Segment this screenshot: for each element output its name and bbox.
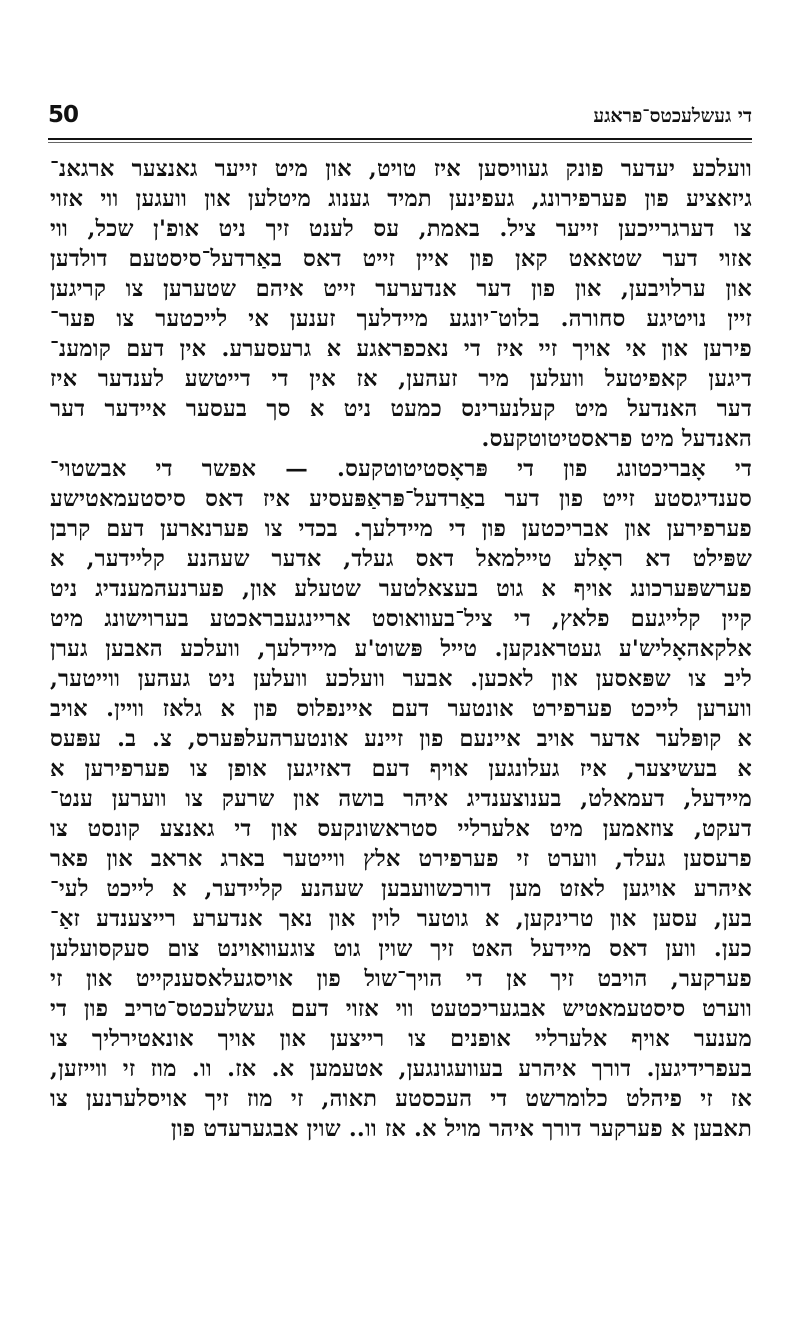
text-line: דעקט, צוזאמען מיט אלערליי סטראשונקעס און די גאנצע קונסט צו	[50, 816, 752, 842]
text-line: שפּילט דא ראָלע טיילמאל דאס געלד, אדער שעהנע קליידער, א	[50, 546, 752, 572]
running-head	[48, 100, 752, 134]
text-line: איהרע אויגען לאזט מען דורכשוועבען שעהנע קליידער, א לייכט לעי־	[50, 876, 752, 902]
text-line: ווערט סיסטעמאטיש אבגעריכטעט ווי אזוי דעם געשלעכטס־טריב פון די	[50, 996, 752, 1022]
text-line: האנדעל מיט פראסטיטוטקעס.	[481, 426, 752, 452]
paragraph-2	[50, 454, 752, 1144]
text-line: און ערלויבען, און פון דער אנדערער זייט איהם שטערען צו קריגען	[50, 276, 752, 302]
text-line: צו דערגרייכען זייער ציל. באמת, עס לענט זיך ניט אופ'ן שכל, ווי	[50, 216, 752, 242]
text-line: פירען און אי אויך זיי איז די נאכפראגע א גרעסערע. אין דעם קומענ־	[50, 336, 752, 362]
text-line: אזוי דער שטאאט קאן פון איין זייט דאס באַרדעל־סיסטעם דולדען	[50, 246, 752, 272]
running-title: די געשלעכטס־פראגע	[593, 105, 752, 127]
text-line: סענדיגסטע זייט פון דער באַרדעל־פּראַפּעסיע איז דאס סיסטעמאטישע	[50, 486, 752, 512]
text-line: פערשפּערכונג אויף א גוט בעצאלטער שטעלע און, פערנעהמענדיג ניט	[50, 576, 752, 602]
text-line: כען. ווען דאס מיידעל האט זיך שוין גוט צוגעוואוינט צום סעקסועלען	[50, 936, 752, 962]
text-line: די אָבריכטונג פון די פּראָסטיטוטקעס. — אפשר די אבשטוי־	[50, 456, 752, 482]
text-line: דיגען קאפיטעל וועלען מיר זעהען, אז אין די דייטשע לענדער איז	[50, 366, 752, 392]
text-line: זיין נויטיגע סחורה. בלוט־יונגע מיידלעך זענען אי לייכטער צו פער־	[50, 306, 752, 332]
text-line: פערפירען און אבריכטען פון די מיידלעך. בכדי צו פערנארען דעם קרבן	[50, 516, 752, 542]
text-line: בעפרידיגען. דורך איהרע בעוועגונגען, אטעמען א. אז. וו. מוז זי ווייזען,	[50, 1056, 752, 1082]
text-line: ווערען לייכט פערפירט אונטער דעם איינפלוס פון א גלאז וויין. אויב	[50, 696, 752, 722]
paragraph-1	[50, 154, 752, 454]
page-number: 50	[48, 102, 79, 128]
text-line: ליב צו שפּאסען און לאכען. אבער וועלכע וועלען ניט געהען ווייטער,	[50, 666, 752, 692]
text-line: מענער אויף אלערליי אופנים צו רייצען און אויך אונאטירליך צו	[50, 1026, 752, 1052]
text-line: א קופּלער אדער אויב איינעם פון זיינע אונטערהעלפּערס, צ. ב. עפּעס	[50, 726, 752, 752]
text-line: קיין קלייגעם פלאץ, די ציל־בעוואוסט אריינגעבראכטע בערוישונג מיט	[50, 606, 752, 632]
text-line: אלקאהאָליש'ע געטראנקען. טייל פּשוט'ע מיידלעך, וועלכע האבען גערן	[50, 636, 752, 662]
text-line: אז זי פיהלט כלומרשט די העכסטע תאוה, זי מוז זיך אויסלערנען צו	[50, 1086, 752, 1112]
text-line: תאבען א פערקער דורך איהר מויל א. אז וו.. שוין אבגערעדט פון	[171, 1116, 752, 1142]
text-line: בען, עסען און טרינקען, א גוטער לוין און נאך אנדערע רייצענדע זאַ־	[50, 906, 752, 932]
header-rule	[48, 138, 752, 140]
text-line: פרעסען געלד, ווערט זי פערפירט אלץ ווייטער בארג אראב און פאר	[50, 846, 752, 872]
text-line: וועלכע יעדער פונק געוויסען איז טויט, און מיט זייער גאנצער ארגאנ־	[50, 156, 752, 182]
text-line: פערקער, הויבט זיך אן די הויך־שול פון אויסגעלאסענקייט און זי	[50, 966, 752, 992]
text-line: א בעשיצער, איז געלונגען אויף דעם דאזיגען אופן צו פערפירען א	[50, 756, 752, 782]
body-text	[50, 154, 752, 1144]
text-line: גיזאציע פון פערפירונג, געפינען תמיד גענוג מיטלען און וועגען ווי אזוי	[50, 186, 752, 212]
header-rule-thin	[48, 142, 752, 143]
text-line: מיידעל, דעמאלט, בענוצענדיג איהר בושה און שרעק צו ווערען ענט־	[50, 786, 752, 812]
text-line: דער האנדעל מיט קעלנערינס כמעט ניט א סך בעסער איידער דער	[50, 396, 752, 422]
